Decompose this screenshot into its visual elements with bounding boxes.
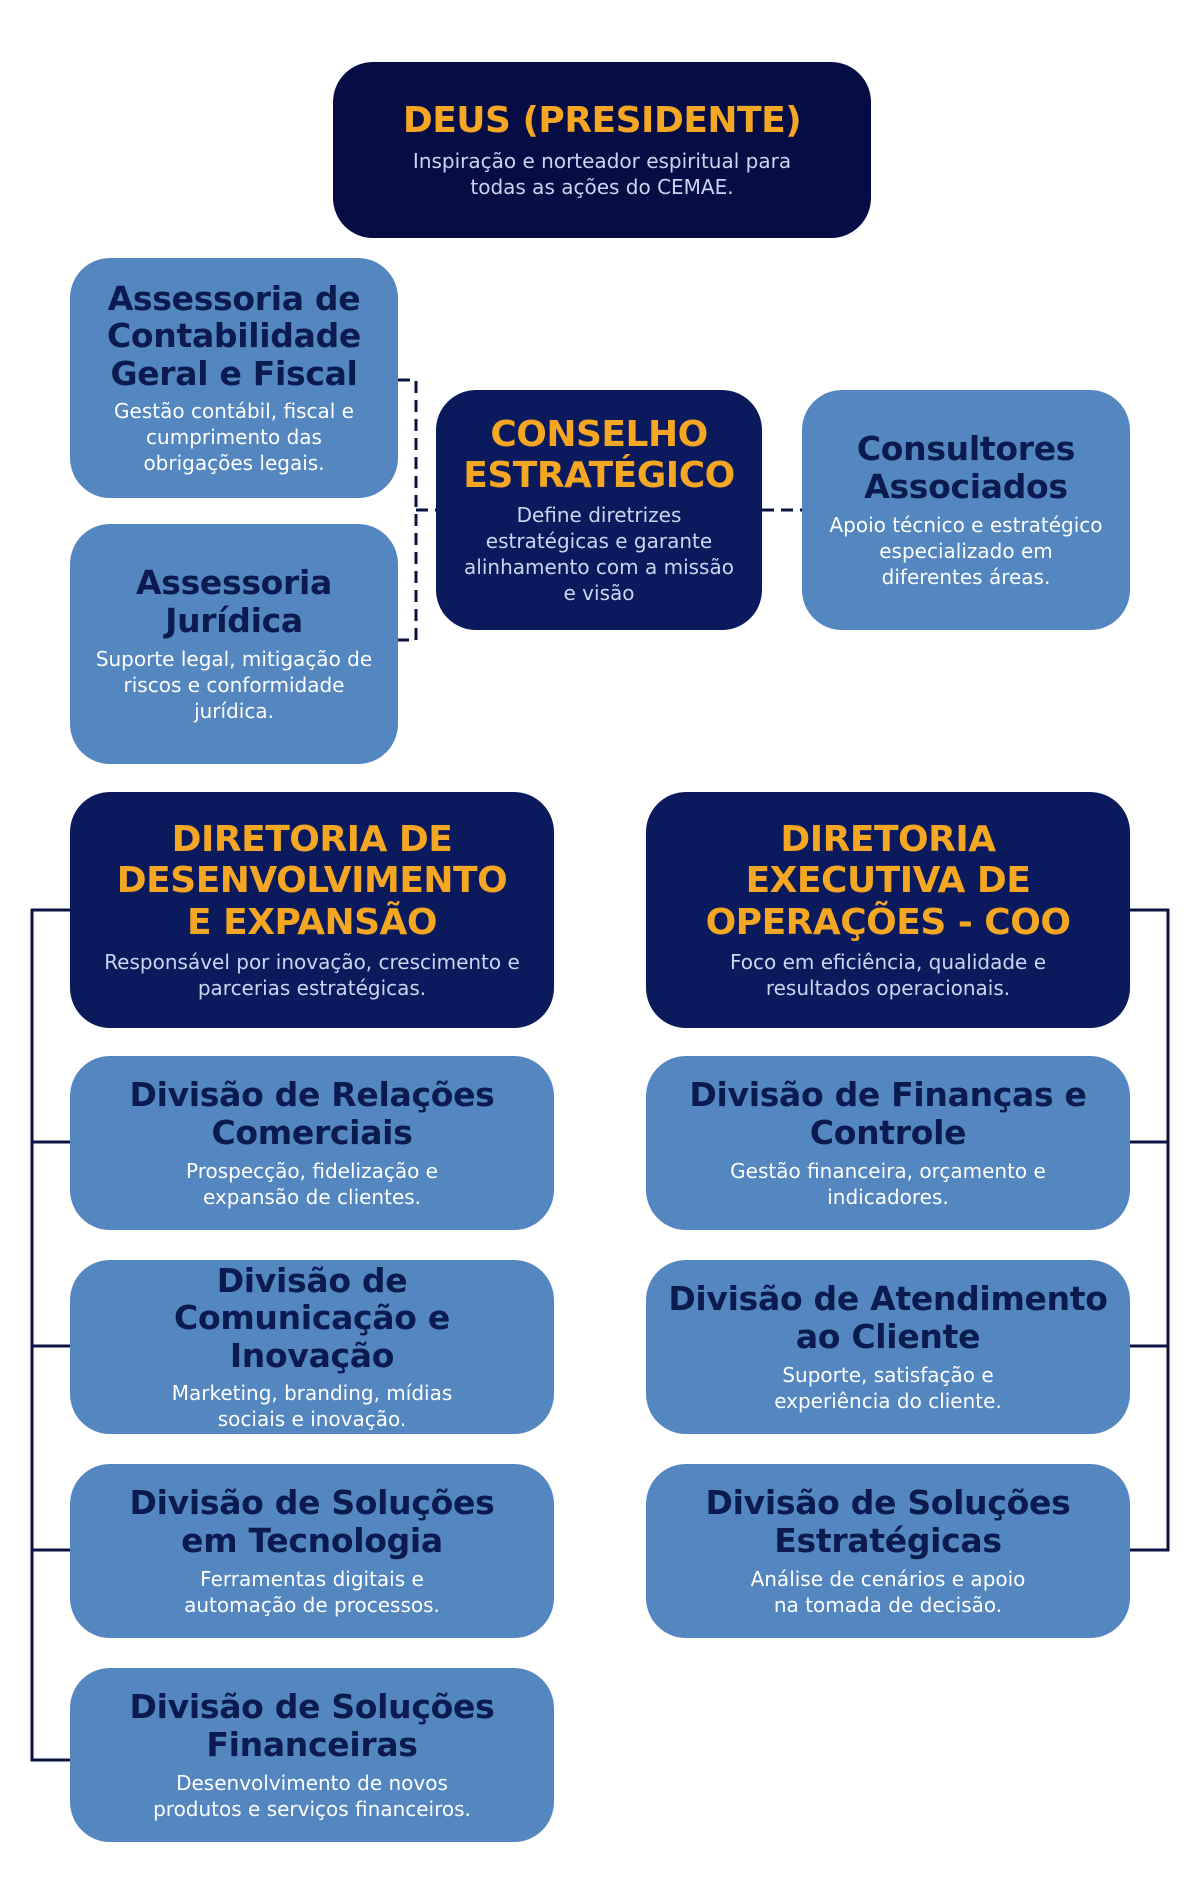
accounting-advisory-box [70, 258, 398, 498]
division-finance-control-description: Gestão financeira, orçamento e indicadores. [730, 1158, 1046, 1209]
consultants-description: Apoio técnico e estratégico especializado em diferentes áreas. [829, 512, 1103, 589]
division-strategic-solutions-box [646, 1464, 1130, 1638]
accounting-advisory-description: Gestão contábil, fiscal e cumprimento das obrigações legais. [114, 399, 354, 476]
division-communication-innovation-box [70, 1260, 554, 1434]
division-strategic-solutions-title: Divisão de Soluções Estratégicas [705, 1483, 1071, 1560]
division-technology-solutions-description: Ferramentas digitais e automação de processos. [184, 1566, 440, 1617]
operations-directorate-description: Foco em eficiência, qualidade e resultados operacionais. [729, 949, 1047, 1000]
division-commercial-relations-title: Divisão de Relações Comerciais [129, 1075, 495, 1152]
division-strategic-solutions-description: Análise de cenários e apoio na tomada de decisão. [750, 1566, 1026, 1617]
division-technology-solutions-box [70, 1464, 554, 1638]
division-communication-innovation-title: Divisão de Comunicação e Inovação [174, 1260, 450, 1375]
division-financial-solutions-box [70, 1668, 554, 1842]
strategic-council-title: CONSELHO ESTRATÉGICO [463, 413, 735, 496]
president-box [333, 62, 871, 238]
legal-advisory-box [70, 524, 398, 764]
division-technology-solutions-title: Divisão de Soluções em Tecnologia [129, 1483, 495, 1560]
development-directorate-title: DIRETORIA DE DESENVOLVIMENTO E EXPANSÃO [116, 819, 508, 943]
division-finance-control-title: Divisão de Finanças e Controle [689, 1075, 1087, 1152]
development-spine [32, 910, 70, 1760]
division-finance-control-box [646, 1056, 1130, 1230]
division-communication-innovation-description: Marketing, branding, mídias sociais e inovação. [171, 1381, 453, 1432]
division-customer-service-title: Divisão de Atendimento ao Cliente [668, 1279, 1108, 1356]
consultants-title: Consultores Associados [856, 429, 1076, 506]
operations-directorate-title: DIRETORIA EXECUTIVA DE OPERAÇÕES - COO [705, 819, 1071, 943]
division-commercial-relations-description: Prospecção, fidelização e expansão de clientes. [186, 1158, 438, 1209]
advisory-bracket [398, 380, 436, 640]
advisory-bracket-top [398, 380, 416, 640]
strategic-council-description: Define diretrizes estratégicas e garante alinhamento com a missão e visão [464, 503, 734, 606]
division-financial-solutions-title: Divisão de Soluções Financeiras [129, 1687, 495, 1764]
legal-advisory-description: Suporte legal, mitigação de riscos e conformidade jurídica. [95, 646, 373, 723]
consultants-box [802, 390, 1130, 630]
development-spine-line [32, 910, 70, 1760]
strategic-council-box [436, 390, 762, 630]
president-title: DEUS (PRESIDENTE) [402, 100, 802, 142]
division-financial-solutions-description: Desenvolvimento de novos produtos e serviços financeiros. [153, 1770, 471, 1821]
legal-advisory-title: Assessoria Jurídica [135, 563, 332, 640]
accounting-advisory-title: Assessoria de Contabilidade Geral e Fiscal [107, 278, 361, 393]
division-customer-service-description: Suporte, satisfação e experiência do cliente. [774, 1362, 1002, 1413]
development-directorate-description: Responsável por inovação, crescimento e parcerias estratégicas. [104, 949, 520, 1000]
division-customer-service-box [646, 1260, 1130, 1434]
operations-spine [1130, 910, 1168, 1550]
division-commercial-relations-box [70, 1056, 554, 1230]
development-directorate-box [70, 792, 554, 1028]
operations-spine-line [1130, 910, 1168, 1550]
president-description: Inspiração e norteador espiritual para todas as ações do CEMAE. [412, 148, 792, 199]
operations-directorate-box [646, 792, 1130, 1028]
